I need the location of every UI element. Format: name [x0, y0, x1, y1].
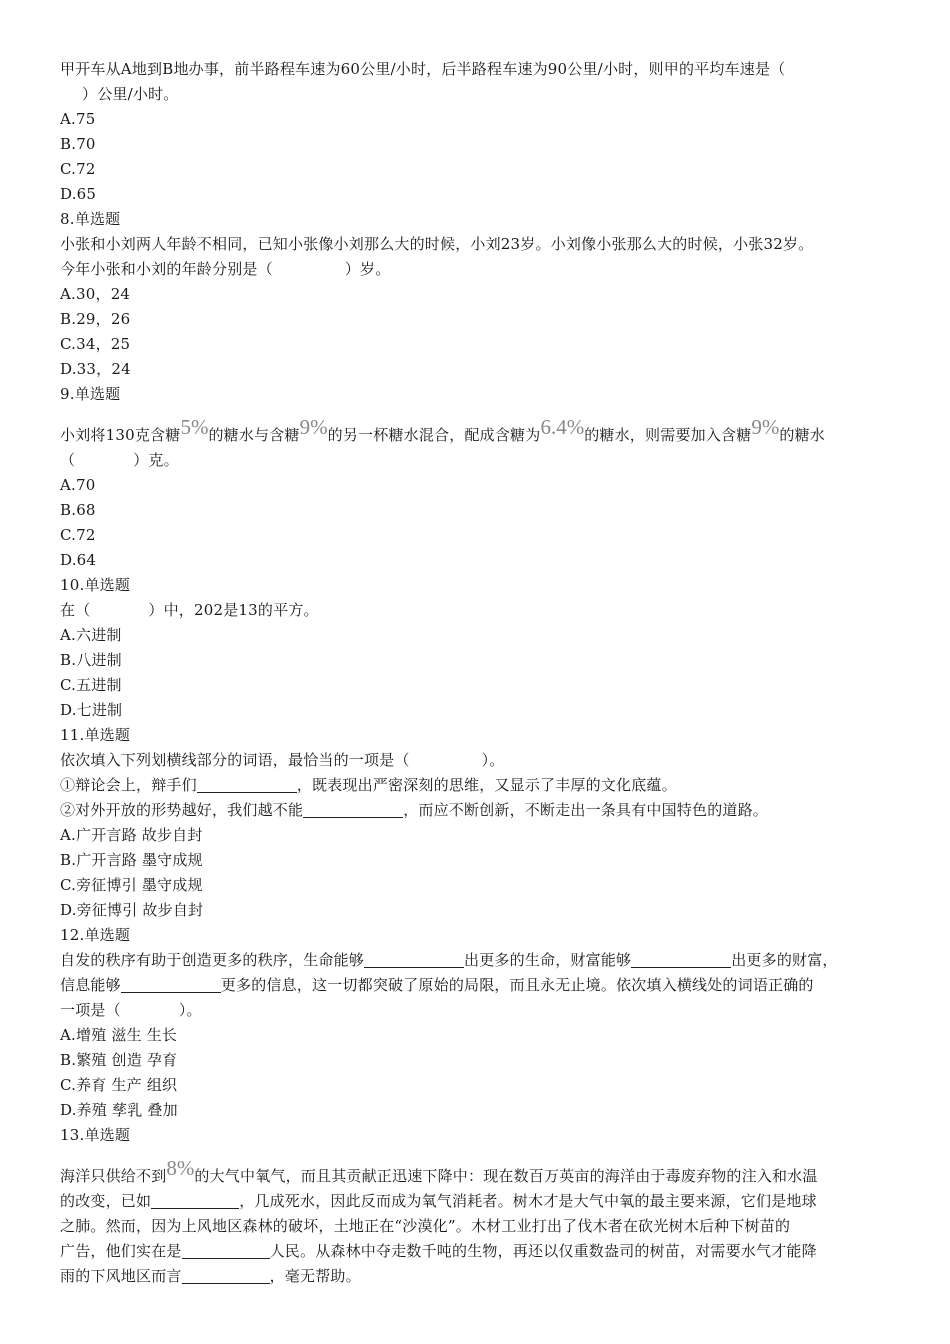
question-stem: 小张和小刘两人年龄不相同，已知小张像小刘那么大的时候，小刘23岁。小刘像小张那么大的时候，小张32岁。 — [60, 235, 814, 253]
question-12 — [60, 923, 895, 1123]
question-stem: 在（ ）中，202是13的平方。 — [60, 601, 319, 619]
question-stem-continued: （ ）克。 — [60, 451, 179, 469]
question-header: 12.单选题 — [60, 926, 131, 944]
option-a[interactable]: A.75 — [60, 110, 96, 128]
option-d[interactable]: D.33，24 — [60, 360, 131, 378]
percent-formula: 9% — [751, 415, 780, 439]
option-a[interactable]: A.增殖 滋生 生长 — [60, 1026, 178, 1044]
option-d[interactable]: D.64 — [60, 551, 97, 569]
question-stem-continued: ）公里/小时。 — [82, 85, 179, 103]
option-b[interactable]: B.70 — [60, 135, 96, 153]
question-header: 8.单选题 — [60, 210, 121, 228]
percent-formula: 8% — [166, 1156, 195, 1180]
question-stem: 自发的秩序有助于创造更多的秩序，生命能够 出更多的生命，财富能够 出更多的财富， — [60, 951, 838, 969]
percent-formula: 6.4% — [540, 415, 585, 439]
fill-blank — [631, 951, 731, 968]
question-8 — [60, 207, 895, 382]
question-stem: 海洋只供给不到8%的大气中氧气，而且其贡献正迅速下降中：现在数百万英亩的海洋由于毒废弃物的注入和水温 — [60, 1156, 818, 1185]
question-stem: 甲开车从A地到B地办事，前半路程车速为60公里/小时，后半路程车速为90公里/小时，则甲的平均车速是（ — [60, 60, 786, 78]
option-a[interactable]: A.30，24 — [60, 285, 131, 303]
fill-blank — [182, 1242, 270, 1259]
question-header: 9.单选题 — [60, 385, 121, 403]
question-stem-continued: 广告，他们实在是 人民。从森林中夺走数千吨的生物，再还以仅重数盎司的树苗，对需要水气才能降 — [60, 1242, 817, 1260]
option-b[interactable]: B.68 — [60, 501, 96, 519]
option-d[interactable]: D.七进制 — [60, 701, 123, 719]
question-7 — [60, 57, 895, 207]
sentence-2: ②对外开放的形势越好，我们越不能 ，而应不断创新，不断走出一条具有中国特色的道路。 — [60, 801, 769, 819]
option-b[interactable]: B.繁殖 创造 孕育 — [60, 1051, 178, 1069]
question-header: 11.单选题 — [60, 726, 131, 744]
fill-blank — [364, 951, 464, 968]
question-stem: 依次填入下列划横线部分的词语，最恰当的一项是（ ）。 — [60, 751, 505, 769]
option-c[interactable]: C.72 — [60, 160, 96, 178]
question-stem-continued: 的改变，已如 ，几成死水，因此反而成为氧气消耗者。树木才是大气中氧的最主要来源，它们是地球 — [60, 1192, 817, 1210]
percent-formula: 5% — [180, 415, 209, 439]
option-c[interactable]: C.34，25 — [60, 335, 131, 353]
option-c[interactable]: C.养育 生产 组织 — [60, 1076, 178, 1094]
option-d[interactable]: D.养殖 孳乳 叠加 — [60, 1101, 178, 1119]
option-a[interactable]: A.广开言路 故步自封 — [60, 826, 203, 844]
question-stem: 小刘将130克含糖5%的糖水与含糖9%的另一杯糖水混合，配成含糖为6.4%的糖水，则需要加入含糖9%的糖水 — [60, 415, 826, 444]
question-header: 10.单选题 — [60, 576, 131, 594]
option-a[interactable]: A.六进制 — [60, 626, 122, 644]
option-b[interactable]: B.29，26 — [60, 310, 131, 328]
fill-blank — [197, 776, 297, 793]
question-stem-continued: 信息能够 更多的信息，这一切都突破了原始的局限，而且永无止境。依次填入横线处的词语正确的 — [60, 976, 814, 994]
option-a[interactable]: A.70 — [60, 476, 96, 494]
fill-blank — [303, 801, 403, 818]
option-b[interactable]: B.广开言路 墨守成规 — [60, 851, 203, 869]
question-stem-continued: 一项是（ ）。 — [60, 1001, 202, 1019]
question-10 — [60, 573, 895, 723]
option-c[interactable]: C.72 — [60, 526, 96, 544]
question-header: 13.单选题 — [60, 1126, 131, 1144]
sentence-1: ①辩论会上，辩手们 ，既表现出严密深刻的思维，又显示了丰厚的文化底蕴。 — [60, 776, 677, 794]
fill-blank — [182, 1267, 270, 1284]
question-stem-continued: 之肺。然而，因为上风地区森林的破坏，土地正在“沙漠化”。木材工业打出了伐木者在砍光树木后种下树苗的 — [60, 1217, 791, 1235]
exam-document — [60, 57, 895, 1289]
question-13 — [60, 1123, 895, 1289]
fill-blank — [121, 976, 221, 993]
question-stem-continued: 雨的下风地区而言 ，毫无帮助。 — [60, 1267, 361, 1285]
question-11 — [60, 723, 895, 923]
option-d[interactable]: D.旁征博引 故步自封 — [60, 901, 204, 919]
question-9 — [60, 382, 895, 573]
option-d[interactable]: D.65 — [60, 185, 97, 203]
question-stem-continued: 今年小张和小刘的年龄分别是（ ）岁。 — [60, 260, 391, 278]
percent-formula: 9% — [299, 415, 328, 439]
option-c[interactable]: C.旁征博引 墨守成规 — [60, 876, 203, 894]
option-b[interactable]: B.八进制 — [60, 651, 122, 669]
option-c[interactable]: C.五进制 — [60, 676, 122, 694]
fill-blank — [151, 1192, 239, 1209]
